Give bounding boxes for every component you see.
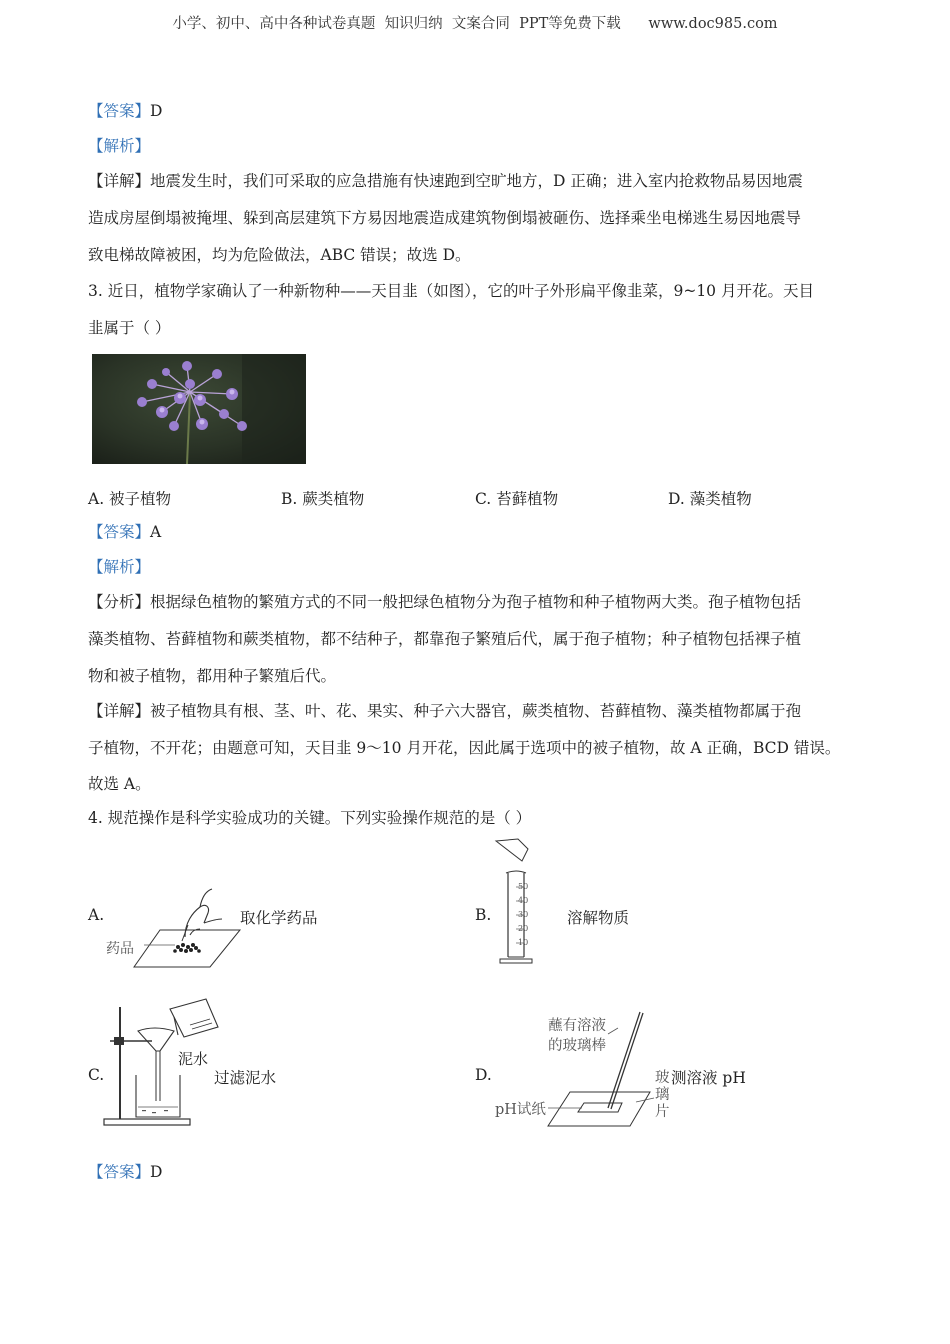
tick-label: 20 [518,924,529,933]
option-b: B. 蕨类植物 [281,490,365,508]
q3-detail-line1 [88,701,801,721]
q3-analysis-line2: 藻类植物、苔藓植物和蕨类植物，都不结种子，都靠孢子繁殖后代，属于孢子植物；种子植物包括裸子植 [88,630,802,648]
rod-label-line2: 的玻璃棒 [548,1038,606,1054]
q4-option-d-paper-label: pH试纸 [495,1102,546,1118]
q2-detail-line3: 致电梯故障被困，均为危险做法，ABC 错误；故选 D。 [88,246,471,264]
filtration-figure [100,995,225,1130]
answer-tag: 【答案】 [88,102,151,120]
answer-value: A [150,523,162,541]
q4-option-a-label: 药品 [106,941,134,957]
rod-label-line1: 蘸有溶液 [548,1018,606,1034]
analysis-text: 根据绿色植物的繁殖方式的不同一般把绿色植物分为孢子植物和种子植物两大类。孢子植物包括 [150,593,802,611]
option-c: C. 苔藓植物 [475,490,559,508]
tick-label: 30 [518,910,529,919]
q3-analysis-line1 [88,592,801,612]
ph-test-figure [540,1008,660,1128]
q3-answer [88,522,161,542]
q3-detail-line2: 子植物，不开花；由题意可知，天目韭 9～10 月开花，因此属于选项中的被子植物，故 A 正确，BCD 错误。 [88,739,841,757]
answer-tag: 【答案】 [88,523,151,541]
detail-text: 被子植物具有根、茎、叶、花、果实、种子六大器官，蕨类植物、苔藓植物、藻类植物都属于孢 [150,702,802,720]
answer-tag: 【答案】 [88,1163,151,1181]
q3-stem-line1: 3. 近日，植物学家确认了一种新物种——天目韭（如图），它的叶子外形扁平像韭菜，9~10 月开花。天目 [88,282,814,300]
glass-label-char: 片 [655,1104,670,1120]
q4-option-a-caption: 取化学药品 [240,909,318,927]
q3-analysis-line3: 物和被子植物，都用种子繁殖后代。 [88,667,337,685]
answer-value: D [150,1163,163,1181]
q3-detail-line3: 故选 A。 [88,775,151,793]
q3-analysis-tag: 【解析】 [88,558,151,576]
q4-option-c-caption: 过滤泥水 [214,1069,277,1087]
q4-option-c-letter: C. [88,1066,105,1084]
q2-detail-line2: 造成房屋倒塌被掩埋、躲到高层建筑下方易因地震造成建筑物倒塌被砸伤、选择乘坐电梯逃生易因地震导 [88,209,802,227]
plant-photo [92,354,306,464]
q4-option-b-caption: 溶解物质 [567,909,630,927]
q2-analysis-tag: 【解析】 [88,137,151,155]
detail-tag: 【详解】 [88,702,151,720]
q4-stem: 4. 规范操作是科学实验成功的关键。下列实验操作规范的是（ ） [88,809,532,827]
answer-value: D [150,102,163,120]
option-d: D. 藻类植物 [668,490,752,508]
glass-label-char: 璃 [655,1087,670,1103]
q4-answer [88,1162,162,1182]
q4-option-c-label: 泥水 [178,1050,209,1068]
q3-stem-line2: 韭属于（ ） [88,319,171,337]
q4-option-d-caption: 测溶液 pH [671,1069,746,1087]
q4-option-b-letter: B. [475,906,492,924]
analysis-tag: 【分析】 [88,593,151,611]
tick-label: 40 [518,896,529,905]
q2-answer [88,101,162,121]
tick-label: 50 [518,882,529,891]
option-a: A. 被子植物 [88,490,172,508]
cylinder-scale [518,880,528,950]
detail-tag: 【详解】 [88,172,151,190]
detail-text: 地震发生时，我们可采取的应急措施有快速跑到空旷地方，D 正确；进入室内抢救物品易因地震 [150,172,803,190]
q4-option-a-letter: A. [88,906,105,924]
page-header: 小学、初中、高中各种试卷真题 知识归纳 文案合同 PPT等免费下载 www.doc985.com [172,16,778,32]
glass-label-char: 玻 [655,1070,670,1086]
take-chemical-figure [130,885,245,970]
q4-option-d-letter: D. [475,1066,492,1084]
tick-label: 10 [518,938,529,947]
q2-detail-line1 [88,171,803,191]
flower-image [92,354,306,464]
